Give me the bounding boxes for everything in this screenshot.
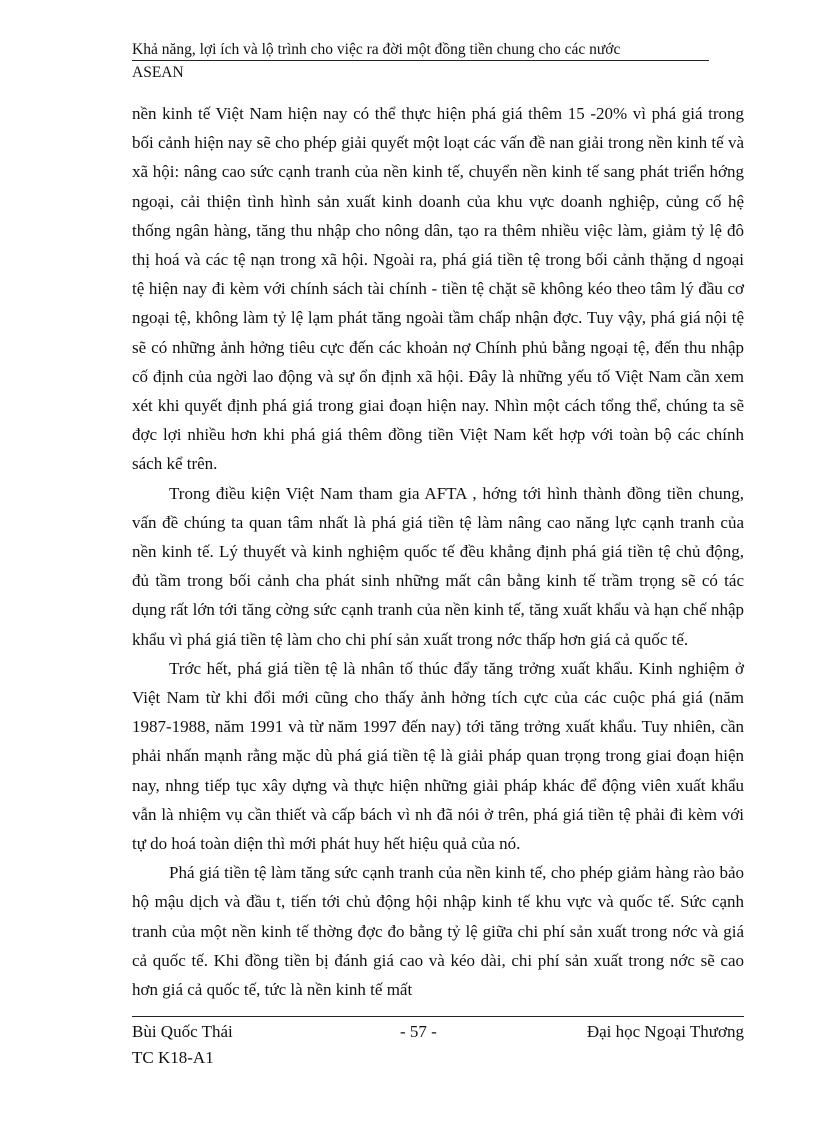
page-footer [132,1016,744,1067]
paragraph-1: nền kinh tế Việt Nam hiện nay có thể thực hiện phá giá thêm 15 -20% vì phá giá trong bối cảnh hiện nay sẽ cho phép giải quyết một loạt các vấn đề nan giải trong nền kinh tế và xã hội: nâng cao sức cạnh tranh của nền kinh tế, chuyển nền kinh tế sang phát triển hớng ngoại, cải thiện tình hình sản xuất kinh doanh của khu vực doanh nghiệp, củng cố hệ thống ngân hàng, tăng thu nhập cho nông dân, tạo ra thêm nhiều việc làm, giảm tỷ lệ đô thị hoá và các tệ nạn trong xã hội. Ngoài ra, phá giá tiền tệ trong bối cảnh thặng d ngoại tệ hiện nay đi kèm với chính sách tài chính - tiền tệ chặt sẽ không kéo theo tâm lý đầu cơ ngoại tệ, không làm tỷ lệ lạm phát tăng ngoài tầm chấp nhận đợc. Tuy vậy, phá giá nội tệ sẽ có những ảnh hởng tiêu cực đến các khoản nợ Chính phủ bằng ngoại tệ, đến thu nhập cố định của ngời lao động và sự ổn định xã hội. Đây là những yếu tố Việt Nam cần xem xét khi quyết định phá giá trong giai đoạn hiện nay. Nhìn một cách tổng thể, chúng ta sẽ đợc lợi nhiều hơn khi phá giá thêm đồng tiền Việt Nam kết hợp với toàn bộ các chính sách kể trên. [132,104,744,474]
footer-university: Đại học Ngoại Thương [586,1022,744,1041]
page-number: - 57 - [400,1022,437,1041]
page-header [132,40,712,83]
header-title-line1: Khả năng, lợi ích và lộ trình cho việc ra đời một đồng tiền chung cho các nước [132,40,709,61]
header-title-line2: ASEAN [132,64,184,81]
paragraph-4: Phá giá tiền tệ làm tăng sức cạnh tranh của nền kinh tế, cho phép giảm hàng rào bảo hộ mậu dịch và đầu t, tiến tới chủ động hội nhập kinh tế khu vực và quốc tế. Sức cạnh tranh của một nền kinh tế thờng đợc đo bằng tỷ lệ giữa chi phí sản xuất trong nớc và giá cả quốc tế. Khi đồng tiền bị đánh giá cao và kéo dài, chi phí sản xuất trong nớc sẽ cao hơn giá cả quốc tế, tức là nền kinh tế mất [132,863,744,1000]
document-body [132,99,744,1004]
paragraph-3: Trớc hết, phá giá tiền tệ là nhân tố thúc đẩy tăng trởng xuất khẩu. Kinh nghiệm ở Việt Nam từ khi đổi mới cũng cho thấy ảnh hởng tích cực của các cuộc phá giá (năm 1987-1988, năm 1991 và từ năm 1997 đến nay) tới tăng trởng xuất khẩu. Tuy nhiên, cần phải nhấn mạnh rằng mặc dù phá giá tiền tệ là giải pháp quan trọng trong giai đoạn hiện nay, nhng tiếp tục xây dựng và thực hiện những giải pháp khác để động viên xuất khẩu vẫn là nhiệm vụ cần thiết và cấp bách vì nh đã nói ở trên, phá giá tiền tệ phải đi kèm với tự do hoá toàn diện thì mới phát huy hết hiệu quả của nó. [132,658,744,854]
footer-author: Bùi Quốc Thái [132,1022,233,1041]
paragraph-2: Trong điều kiện Việt Nam tham gia AFTA , hớng tới hình thành đồng tiền chung, vấn đề chúng ta quan tâm nhất là phá giá tiền tệ làm nâng cao năng lực cạnh tranh của nền kinh tế. Lý thuyết và kinh nghiệm quốc tế đều khẳng định phá giá tiền tệ chủ động, đủ tầm trong bối cảnh cha phát sinh những mất cân bằng kinh tế trầm trọng sẽ có tác dụng rất lớn tới tăng cờng sức cạnh tranh của nền kinh tế, tăng xuất khẩu và hạn chế nhập khẩu vì phá giá tiền tệ làm cho chi phí sản xuất trong nớc thấp hơn giá cả quốc tế. [132,483,744,649]
footer-class: TC K18-A1 [132,1048,214,1067]
